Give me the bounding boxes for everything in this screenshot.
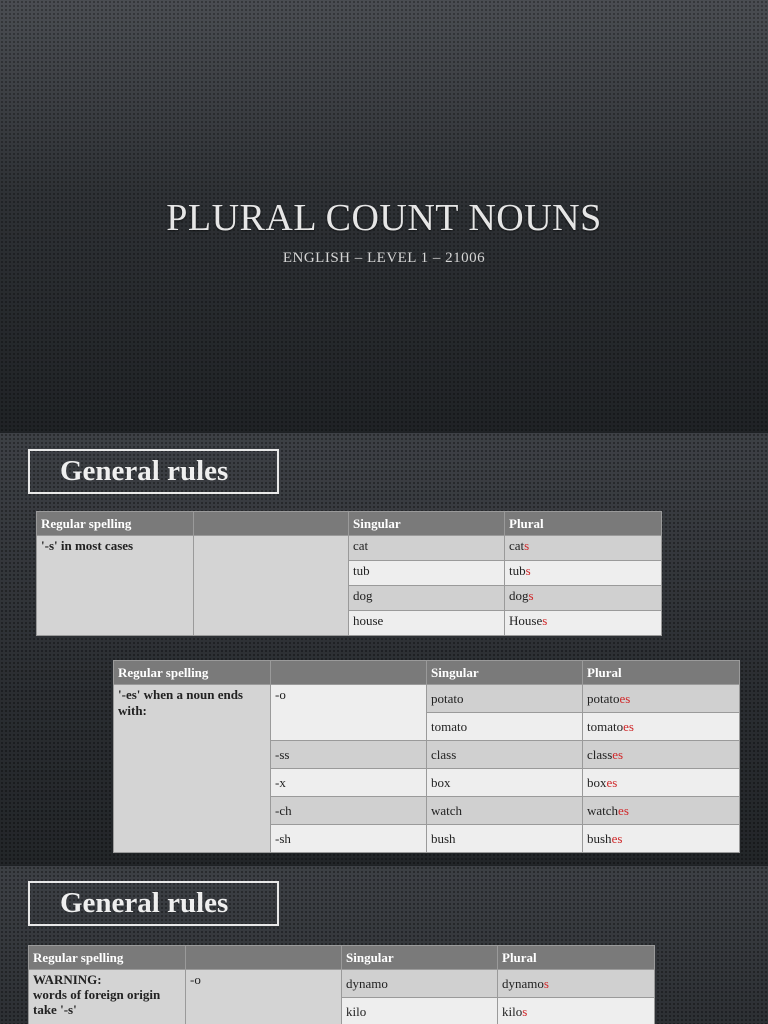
table-header-row bbox=[29, 946, 655, 970]
plural-stem: bush bbox=[587, 830, 612, 846]
plural-suffix: es bbox=[619, 690, 631, 706]
plural-cell bbox=[498, 970, 655, 998]
plural-suffix: s bbox=[543, 975, 549, 991]
header-singular: Singular bbox=[427, 661, 583, 685]
plural-cell bbox=[583, 769, 740, 797]
singular-cell: watch bbox=[427, 797, 583, 825]
singular-cell: dynamo bbox=[342, 970, 498, 998]
singular-cell: box bbox=[427, 769, 583, 797]
plural-cell bbox=[505, 586, 662, 611]
warning-label: WARNING: bbox=[33, 972, 102, 987]
singular-cell: cat bbox=[349, 536, 505, 561]
rule-cell: '-s' in most cases bbox=[37, 536, 194, 636]
singular-cell: potato bbox=[427, 685, 583, 713]
plural-suffix: s bbox=[522, 1003, 528, 1019]
plural-suffix: s bbox=[528, 588, 534, 603]
plural-stem: dynamo bbox=[502, 975, 544, 991]
title-slide bbox=[0, 0, 768, 432]
rule-cell: '-es' when a noun ends with: bbox=[114, 685, 271, 853]
header-plural: Plural bbox=[583, 661, 740, 685]
plural-suffix: es bbox=[618, 802, 629, 818]
plural-es-table bbox=[113, 660, 740, 853]
plural-stem: House bbox=[509, 613, 543, 628]
warning-text: words of foreign origin take '-s' bbox=[33, 987, 161, 1017]
singular-cell: dog bbox=[349, 586, 505, 611]
plural-stem: tub bbox=[509, 563, 526, 578]
plural-cell bbox=[583, 797, 740, 825]
plural-stem: tomato bbox=[587, 718, 624, 734]
plural-cell bbox=[583, 713, 740, 741]
table-row bbox=[114, 685, 740, 713]
plural-cell bbox=[583, 741, 740, 769]
ending-cell bbox=[194, 536, 349, 636]
plural-suffix: es bbox=[612, 746, 624, 762]
header-singular: Singular bbox=[349, 512, 505, 536]
singular-cell: bush bbox=[427, 825, 583, 853]
header-regular-spelling: Regular spelling bbox=[114, 661, 271, 685]
plural-stem: watch bbox=[587, 802, 619, 818]
ending-cell: -x bbox=[271, 769, 427, 797]
plural-cell bbox=[498, 998, 655, 1024]
plural-cell bbox=[505, 611, 662, 636]
slide-subtitle: ENGLISH – LEVEL 1 – 21006 bbox=[282, 250, 486, 266]
table-row bbox=[29, 970, 655, 998]
table-row bbox=[37, 536, 662, 561]
table-header-row bbox=[37, 512, 662, 536]
singular-cell: tomato bbox=[427, 713, 583, 741]
ending-cell: -o bbox=[271, 685, 427, 741]
header-ending bbox=[186, 946, 342, 970]
plural-suffix: s bbox=[525, 563, 531, 578]
plural-stem: box bbox=[587, 774, 607, 790]
header-ending bbox=[194, 512, 349, 536]
section-heading: General rules bbox=[28, 449, 279, 494]
plural-cell bbox=[505, 536, 662, 561]
section-heading: General rules bbox=[28, 881, 279, 926]
plural-stem: dog bbox=[509, 588, 529, 603]
foreign-origin-table bbox=[28, 945, 655, 1024]
plural-suffix: s bbox=[524, 538, 530, 553]
plural-stem: kilo bbox=[502, 1003, 523, 1019]
table-header-row bbox=[114, 661, 740, 685]
general-rules-slide-2 bbox=[0, 866, 768, 1024]
plural-suffix: es bbox=[606, 774, 618, 790]
singular-cell: house bbox=[349, 611, 505, 636]
plural-suffix: es bbox=[623, 718, 634, 734]
ending-cell: -ch bbox=[271, 797, 427, 825]
singular-cell: kilo bbox=[342, 998, 498, 1024]
plural-stem: class bbox=[587, 746, 613, 762]
header-plural: Plural bbox=[505, 512, 662, 536]
singular-cell: tub bbox=[349, 561, 505, 586]
plural-suffix: s bbox=[542, 613, 548, 628]
header-plural: Plural bbox=[498, 946, 655, 970]
singular-cell: class bbox=[427, 741, 583, 769]
general-rules-slide-1 bbox=[0, 433, 768, 865]
header-regular-spelling: Regular spelling bbox=[29, 946, 186, 970]
header-singular: Singular bbox=[342, 946, 498, 970]
plural-cell bbox=[583, 685, 740, 713]
plural-s-table bbox=[36, 511, 662, 636]
header-regular-spelling: Regular spelling bbox=[37, 512, 194, 536]
plural-stem: potato bbox=[587, 690, 620, 706]
header-ending bbox=[271, 661, 427, 685]
ending-cell: -ss bbox=[271, 741, 427, 769]
ending-cell: -o bbox=[186, 970, 342, 1024]
plural-cell bbox=[505, 561, 662, 586]
ending-cell: -sh bbox=[271, 825, 427, 853]
rule-cell bbox=[29, 970, 186, 1024]
plural-stem: cat bbox=[509, 538, 525, 553]
slide-title: PLURAL COUNT NOUNS bbox=[166, 197, 602, 239]
plural-cell bbox=[583, 825, 740, 853]
plural-suffix: es bbox=[611, 830, 623, 846]
